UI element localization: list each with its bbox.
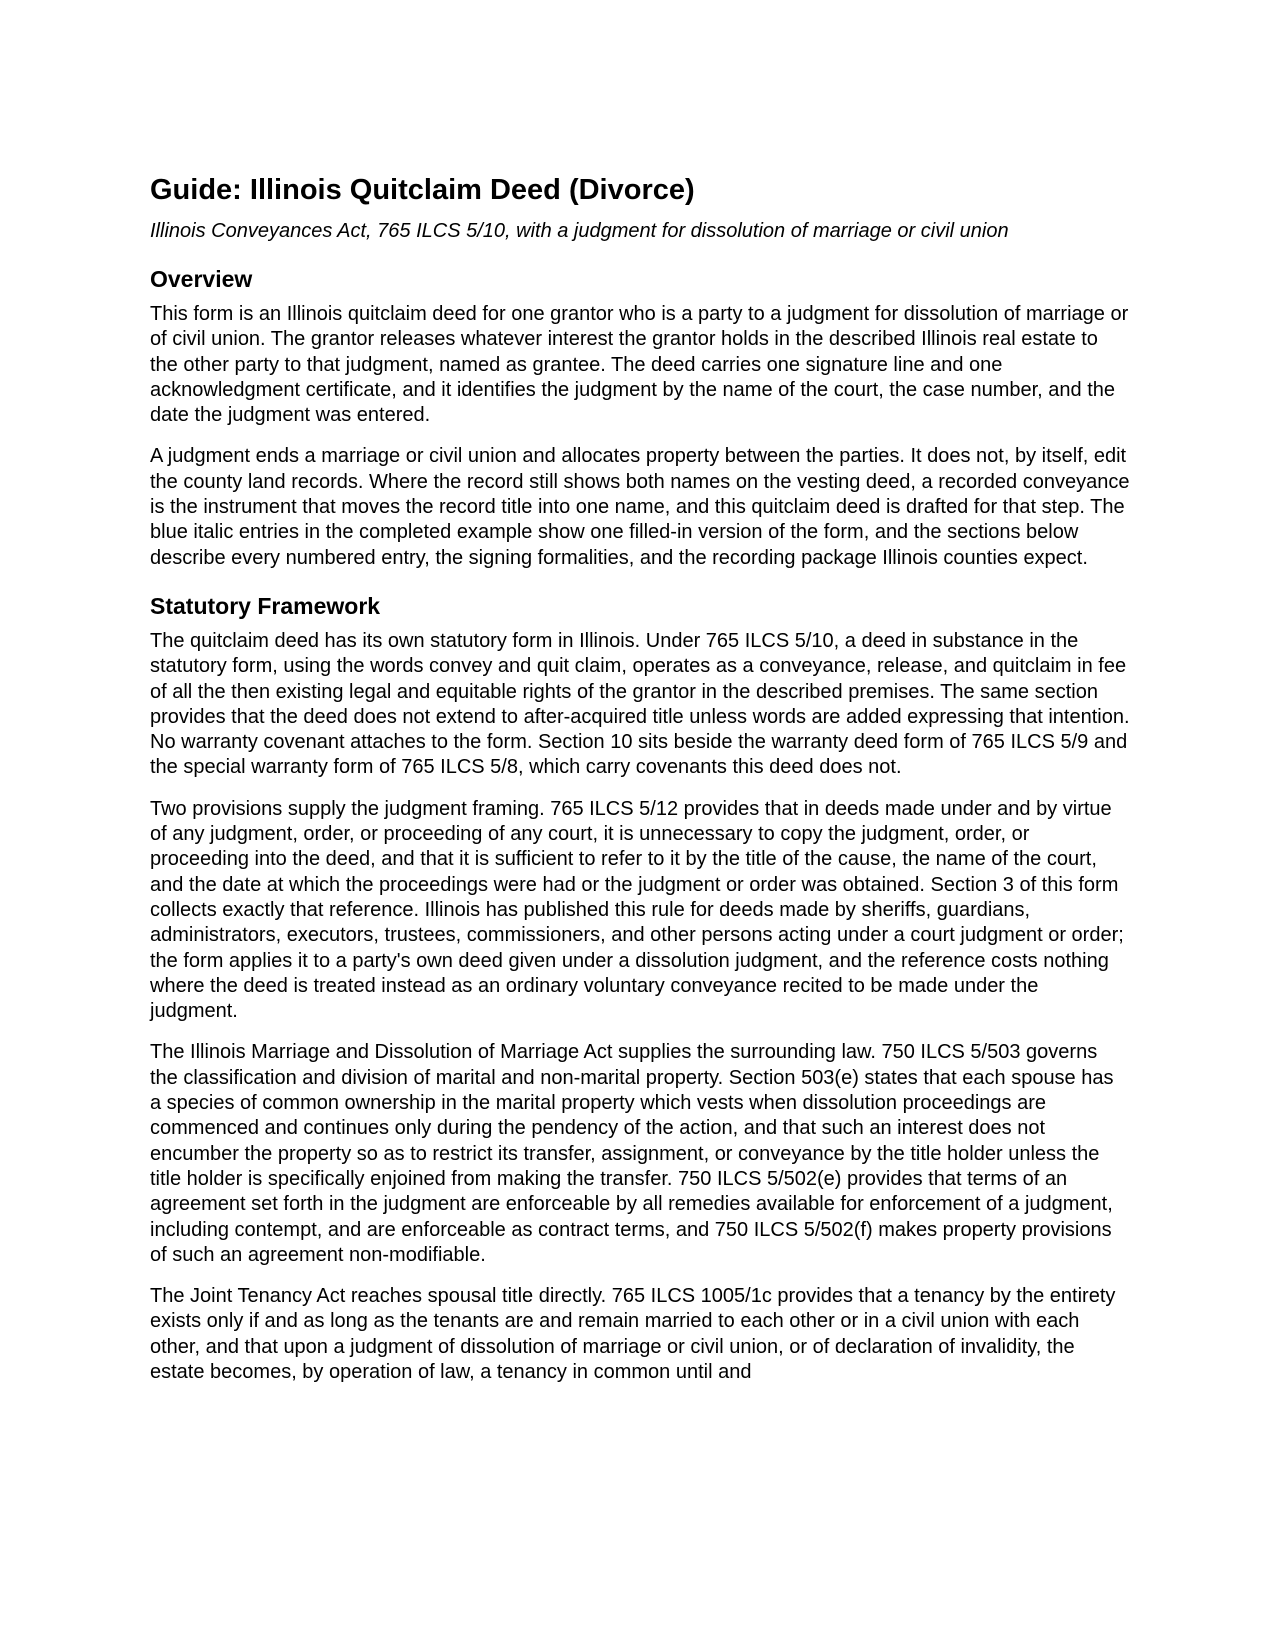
paragraph: Two provisions supply the judgment framing. 765 ILCS 5/12 provides that in deeds made under and by virtue of any judgment, order, or proceeding of any court, it is unnecessary to copy the judgment, order, or proceeding into the deed, and that it is sufficient to refer to it by the title of the cause, the name of the court, and the date at which the proceedings were had or the judgment or order was obtained. Section 3 of this form collects exactly that reference. Illinois has published this rule for deeds made by sheriffs, guardians, administrators, executors, trustees, commissioners, and other persons acting under a court judgment or order; the form applies it to a party's own deed given under a dissolution judgment, and the reference costs nothing where the deed is treated instead as an ordinary voluntary conveyance recited to be made under the judgment.	[150, 797, 1124, 1023]
section-heading-overview: Overview	[150, 266, 253, 292]
paragraph: A judgment ends a marriage or civil union and allocates property between the parties. It does not, by itself, edit the county land records. Where the record still shows both names on the vesting deed, a recorded conveyance is the instrument that moves the record title into one name, and this quitclaim deed is drafted for that step. The blue italic entries in the completed example show one filled-in version of the form, and the sections below describe every numbered entry, the signing formalities, and the recording package Illinois counties expect.	[150, 445, 1130, 569]
paragraph: The Illinois Marriage and Dissolution of Marriage Act supplies the surrounding law. 750 ILCS 5/503 governs the classification and division of marital and non-marital property. Section 503(e) states that each spouse has a species of common ownership in the marital property which vests when dissolution proceedings are commenced and continues only during the pendency of the action, and that such an interest does not encumber the property so as to restrict its transfer, assignment, or conveyance by the title holder unless the title holder is specifically enjoined from making the transfer. 750 ILCS 5/502(e) provides that terms of an agreement set forth in the judgment are enforceable by all remedies available for enforcement of a judgment, including contempt, and are enforceable as contract terms, and 750 ILCS 5/502(f) makes property provisions of such an agreement non-modifiable.	[150, 1041, 1114, 1266]
section-heading-statutory-framework: Statutory Framework	[150, 592, 381, 619]
page-title: Guide: Illinois Quitclaim Deed (Divorce)	[150, 174, 695, 206]
document-page	[150, 172, 1130, 1401]
page-subtitle: Illinois Conveyances Act, 765 ILCS 5/10, with a judgment for dissolution of marriage or civil union	[150, 220, 1009, 242]
paragraph: The Joint Tenancy Act reaches spousal title directly. 765 ILCS 1005/1c provides that a tenancy by the entirety exists only if and as long as the tenants are and remain married to each other or in a civil union with each other, and that upon a judgment of dissolution of marriage or civil union, or of declaration of invalidity, the estate becomes, by operation of law, a tenancy in common until and	[150, 1285, 1116, 1383]
paragraph: This form is an Illinois quitclaim deed for one grantor who is a party to a judgment for dissolution of marriage or of civil union. The grantor releases whatever interest the grantor holds in the described Illinois real estate to the other party to that judgment, named as grantee. The deed carries one signature line and one acknowledgment certificate, and it identifies the judgment by the name of the court, the case number, and the date the judgment was entered.	[150, 303, 1129, 427]
section-body-overview	[150, 302, 1130, 571]
paragraph: The quitclaim deed has its own statutory form in Illinois. Under 765 ILCS 5/10, a deed in substance in the statutory form, using the words convey and quit claim, operates as a conveyance, release, and quitclaim in fee of all the then existing legal and equitable rights of the grantor in the described premises. The same section provides that the deed does not extend to after-acquired title unless words are added expressing that intention. No warranty covenant attaches to the form. Section 10 sits beside the warranty deed form of 765 ILCS 5/9 and the special warranty form of 765 ILCS 5/8, which carry covenants this deed does not.	[150, 629, 1130, 779]
section-body-statutory-framework	[150, 629, 1130, 1385]
